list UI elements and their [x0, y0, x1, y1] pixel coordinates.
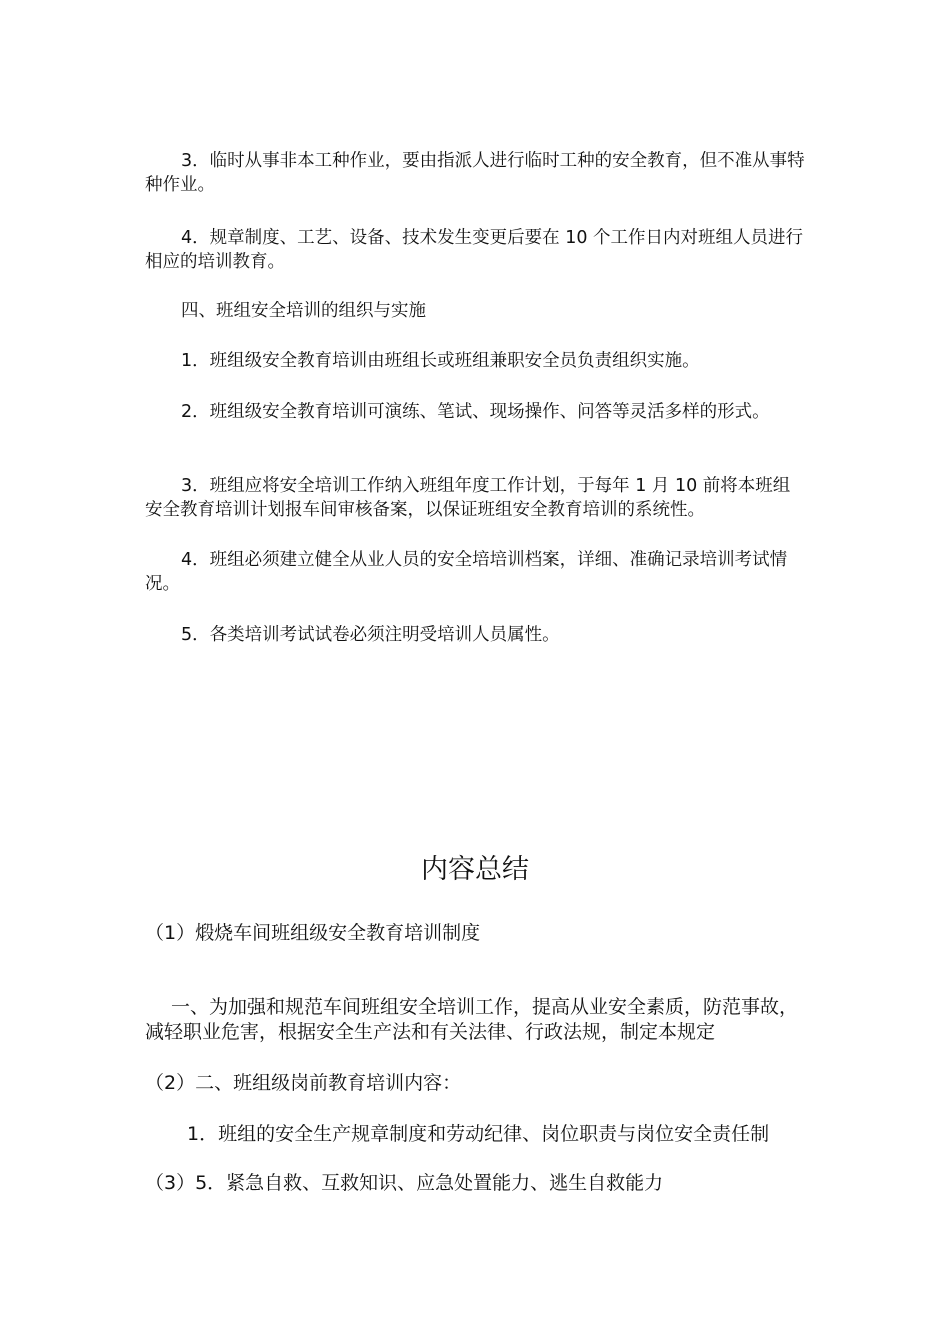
body-paragraph-7: 5．各类培训考试试卷必须注明受培训人员属性。 — [181, 625, 560, 645]
summary-line-4: 1．班组的安全生产规章制度和劳动纪律、岗位职责与岗位安全责任制 — [187, 1123, 770, 1145]
section-heading: 四、班组安全培训的组织与实施 — [181, 301, 426, 321]
body-paragraph-6: 4．班组必须建立健全从业人员的安全培培训档案，详细、准确记录培训考试情况。 — [145, 550, 788, 594]
body-paragraph-3: 1．班组级安全教育培训由班组长或班组兼职安全员负责组织实施。 — [181, 351, 700, 371]
summary-line-3: （2）二、班组级岗前教育培训内容： — [145, 1072, 462, 1094]
summary-line-1: （1）煅烧车间班组级安全教育培训制度 — [145, 922, 481, 944]
body-paragraph-4: 2．班组级安全教育培训可演练、笔试、现场操作、问答等灵活多样的形式。 — [181, 402, 770, 422]
body-paragraph-5: 3．班组应将安全培训工作纳入班组年度工作计划，于每年 1 月 10 前将本班组安全教育培训计划报车间审核备案，以保证班组安全教育培训的系统性。 — [145, 476, 791, 520]
summary-line-5: （3）5．紧急自救、互救知识、应急处置能力、逃生自救能力 — [145, 1172, 664, 1194]
summary-title: 内容总结 — [421, 854, 529, 885]
body-paragraph-2: 4．规章制度、工艺、设备、技术发生变更后要在 10 个工作日内对班组人员进行相应的培训教育。 — [145, 228, 804, 272]
body-paragraph-1: 3．临时从事非本工种作业，要由指派人进行临时工种的安全教育，但不准从事特种作业。 — [145, 151, 805, 195]
summary-line-2: 一、为加强和规范车间班组安全培训工作，提高从业安全素质，防范事故，减轻职业危害，根据安全生产法和有关法律、行政法规，制定本规定 — [145, 996, 799, 1043]
